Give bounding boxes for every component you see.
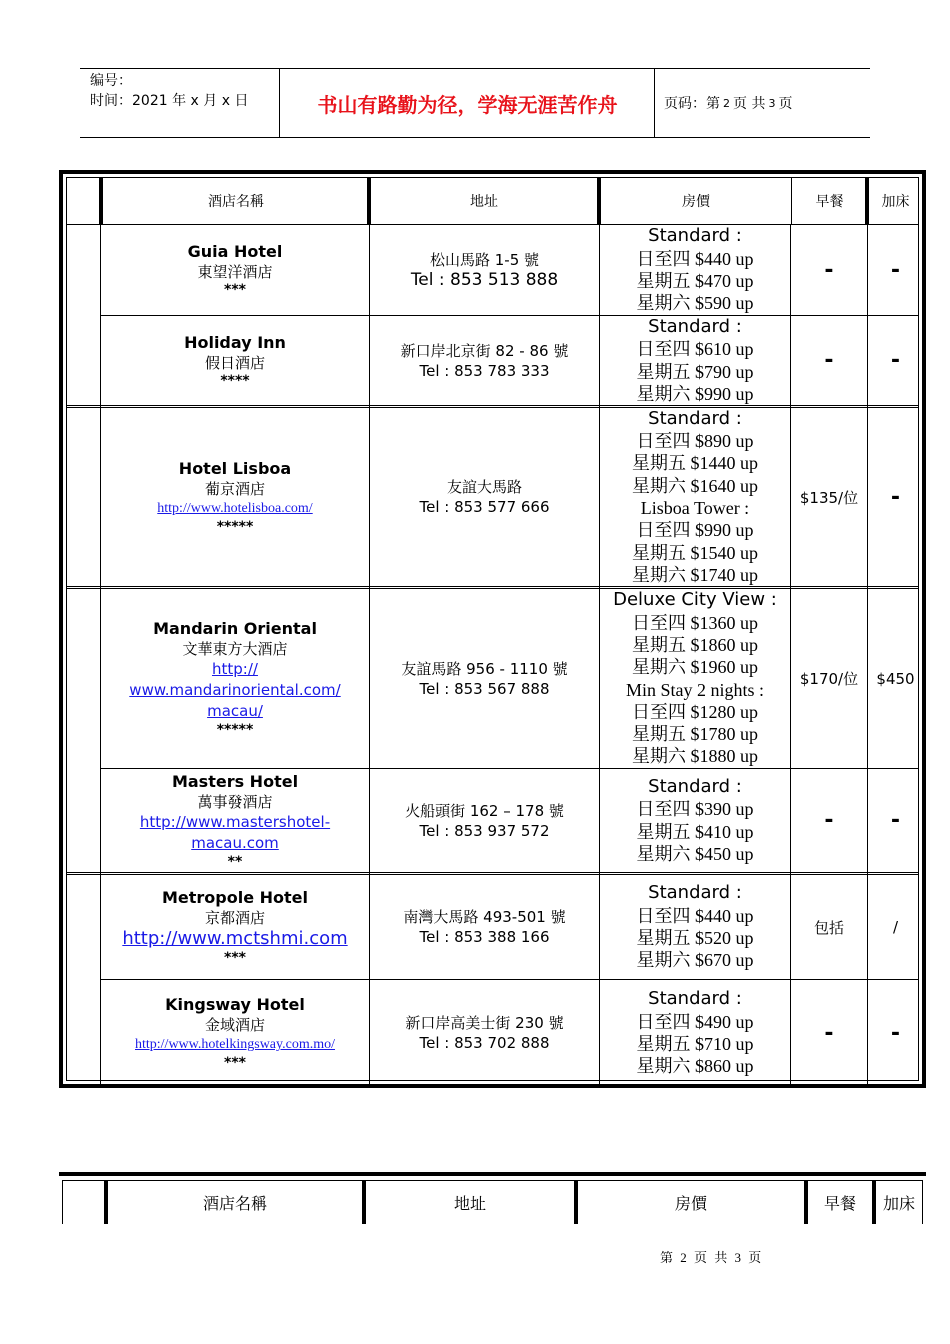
extra-bed-value: - bbox=[890, 484, 901, 510]
hotel-name-en: Holiday Inn bbox=[184, 332, 286, 352]
header-page-number bbox=[655, 69, 870, 137]
table-row-5-address bbox=[370, 769, 599, 872]
price-line: Standard : bbox=[648, 315, 742, 337]
table-row-4-price bbox=[600, 589, 790, 768]
table-row-7-name bbox=[101, 980, 369, 1086]
table-row-4-name bbox=[101, 589, 369, 768]
table-row-6-address bbox=[370, 875, 599, 979]
table-row-2-price bbox=[600, 316, 790, 405]
price-line: 星期六 $1960 up bbox=[632, 657, 758, 678]
hotel-stars: ***** bbox=[216, 722, 254, 738]
price-line: 星期五 $410 up bbox=[636, 821, 754, 842]
price-line: 日至四 $890 up bbox=[636, 431, 754, 452]
price-line: 星期五 $710 up bbox=[636, 1034, 754, 1054]
hotel-name-zh: 金域酒店 bbox=[204, 1016, 265, 1034]
table-row-1-price bbox=[600, 225, 790, 315]
price-line: Deluxe City View : bbox=[613, 589, 777, 611]
hotel-stars: ***** bbox=[216, 519, 254, 535]
table-row-3-name bbox=[101, 408, 369, 586]
price-line: 日至四 $390 up bbox=[636, 799, 754, 820]
page-footer: 第 2 页 共 3 页 bbox=[660, 1250, 764, 1265]
hotel-name-zh: 葡京酒店 bbox=[204, 480, 265, 498]
column-header-price: 房價 bbox=[574, 1181, 804, 1224]
hotel-stars: *** bbox=[224, 950, 246, 966]
hotel-address: 火船頭街 162 – 178 號 bbox=[405, 801, 564, 820]
hotel-website-link[interactable]: www.mandarinoriental.com/ bbox=[129, 681, 341, 699]
table-row-1-name bbox=[101, 225, 369, 315]
column-header-extra-bed: 加床 bbox=[865, 178, 922, 224]
hotel-table-body bbox=[66, 177, 919, 1081]
extra-bed-value: / bbox=[892, 918, 899, 936]
price-line: 日至四 $440 up bbox=[636, 248, 754, 269]
hotel-website-link[interactable]: macau/ bbox=[207, 702, 263, 720]
table-row-7-address bbox=[370, 980, 599, 1086]
hotel-stars: **** bbox=[220, 372, 250, 389]
hotel-website-link[interactable]: http://www.hotelisboa.com/ bbox=[157, 501, 313, 516]
column-header-breakfast: 早餐 bbox=[804, 1181, 872, 1224]
price-line: 星期六 $590 up bbox=[636, 293, 754, 314]
table-row-6-price bbox=[600, 875, 790, 979]
price-line: Standard : bbox=[648, 407, 742, 429]
extra-bed-value: - bbox=[890, 808, 901, 833]
header-meta bbox=[80, 69, 280, 137]
breakfast-value: $135/位 bbox=[799, 488, 859, 507]
price-line: Min Stay 2 nights : bbox=[625, 679, 764, 700]
column-header-extra-bed: 加床 bbox=[872, 1181, 922, 1224]
hotel-stars: ** bbox=[227, 853, 243, 870]
hotel-stars: *** bbox=[224, 1055, 246, 1071]
hotel-stars: *** bbox=[224, 282, 246, 298]
column-header-address: 地址 bbox=[362, 1181, 574, 1224]
hotel-tel: Tel : 853 513 888 bbox=[410, 269, 559, 290]
breakfast-value: $170/位 bbox=[799, 670, 859, 688]
price-line: Standard : bbox=[648, 882, 742, 904]
extra-bed-value: - bbox=[890, 348, 901, 373]
document-number-label: 编号： bbox=[90, 73, 132, 89]
price-line: 星期六 $860 up bbox=[636, 1056, 754, 1077]
hotel-name-en: Kingsway Hotel bbox=[165, 995, 305, 1014]
hotel-address: 新口岸高美士街 230 號 bbox=[405, 1014, 564, 1032]
continued-table-header bbox=[59, 1172, 926, 1224]
price-line: 星期六 $670 up bbox=[636, 950, 754, 971]
price-line: 星期六 $990 up bbox=[636, 383, 754, 404]
breakfast-value: - bbox=[824, 348, 834, 373]
table-row-3-price bbox=[600, 408, 790, 586]
table-row-2-name bbox=[101, 316, 369, 405]
table-row-4-address bbox=[370, 589, 599, 768]
price-line: 星期五 $520 up bbox=[636, 928, 754, 948]
breakfast-value: - bbox=[824, 808, 834, 833]
price-line: 星期六 $1740 up bbox=[632, 564, 758, 585]
table-row-5-price bbox=[600, 769, 790, 872]
table-row-6-name bbox=[101, 875, 369, 979]
extra-bed-value: $450 bbox=[876, 669, 915, 688]
price-line: 星期五 $1540 up bbox=[632, 542, 758, 563]
page-mid: 页 共 bbox=[733, 96, 766, 112]
hotel-tel: Tel : 853 937 572 bbox=[419, 821, 550, 840]
hotel-website-link[interactable]: http://www.mctshmi.com bbox=[122, 928, 348, 949]
price-line: 星期五 $1780 up bbox=[632, 724, 758, 745]
continued-table-header-row bbox=[62, 1180, 923, 1224]
hotel-address: 南灣大馬路 493-501 號 bbox=[403, 908, 566, 926]
page-prefix: 页码：第 bbox=[664, 96, 720, 112]
price-line: 星期六 $1880 up bbox=[632, 746, 758, 767]
column-header-name: 酒店名稱 bbox=[99, 178, 369, 224]
page-header bbox=[80, 68, 870, 138]
hotel-name-zh: 文華東方大酒店 bbox=[182, 640, 288, 658]
price-line: 星期六 $450 up bbox=[636, 843, 754, 864]
column-header-breakfast: 早餐 bbox=[791, 178, 867, 224]
price-line: 日至四 $1360 up bbox=[632, 612, 758, 633]
hotel-website-link[interactable]: http:// bbox=[212, 660, 258, 678]
price-line: Standard : bbox=[648, 775, 742, 797]
breakfast-value: - bbox=[824, 257, 834, 283]
table-row-5-name bbox=[101, 769, 369, 872]
column-header-name: 酒店名稱 bbox=[104, 1181, 362, 1224]
price-line: 星期五 $1440 up bbox=[632, 453, 758, 474]
hotel-name-zh: 假日酒店 bbox=[204, 353, 265, 372]
table-row-7-price bbox=[600, 980, 790, 1086]
extra-bed-value: - bbox=[890, 257, 901, 283]
breakfast-value: - bbox=[824, 1020, 834, 1046]
extra-bed-value: - bbox=[890, 1020, 901, 1046]
price-line: 日至四 $1280 up bbox=[632, 701, 758, 722]
page-total: 3 bbox=[768, 96, 776, 110]
hotel-tel: Tel : 853 567 888 bbox=[419, 679, 550, 698]
table-row-1-address bbox=[370, 225, 599, 315]
hotel-name-en: Guia Hotel bbox=[187, 242, 283, 261]
hotel-name-zh: 萬事發酒店 bbox=[197, 792, 273, 811]
hotel-name-en: Metropole Hotel bbox=[161, 888, 309, 907]
hotel-tel: Tel : 853 783 333 bbox=[419, 361, 550, 380]
document-date: 时间：2021 年 x 月 x 日 bbox=[90, 93, 249, 109]
hotel-name-en: Mandarin Oriental bbox=[153, 619, 317, 638]
price-line: Lisboa Tower : bbox=[640, 498, 750, 518]
hotel-website-link[interactable]: macau.com bbox=[191, 833, 279, 852]
page-suffix: 页 bbox=[778, 96, 793, 112]
price-line: 星期五 $1860 up bbox=[632, 634, 758, 655]
price-line: 日至四 $490 up bbox=[636, 1011, 754, 1032]
header-motto: 书山有路勤为径，学海无涯苦作舟 bbox=[281, 69, 655, 137]
price-line: 星期五 $470 up bbox=[636, 271, 754, 291]
hotel-address: 友誼大馬路 bbox=[446, 478, 522, 496]
price-line: Standard : bbox=[648, 988, 742, 1010]
price-line: 日至四 $610 up bbox=[636, 339, 754, 360]
price-line: 星期五 $790 up bbox=[636, 361, 754, 382]
hotel-address: 松山馬路 1-5 號 bbox=[429, 250, 540, 269]
hotel-table bbox=[59, 170, 926, 1088]
hotel-name-zh: 京都酒店 bbox=[204, 909, 265, 927]
price-line: Standard : bbox=[648, 225, 742, 247]
price-line: 日至四 $990 up bbox=[636, 520, 754, 541]
price-line: 星期六 $1640 up bbox=[632, 475, 758, 496]
hotel-website-link[interactable]: http://www.hotelkingsway.com.mo/ bbox=[135, 1037, 335, 1052]
hotel-tel: Tel : 853 388 166 bbox=[419, 928, 550, 946]
hotel-tel: Tel : 853 702 888 bbox=[419, 1034, 550, 1052]
column-header-address: 地址 bbox=[367, 178, 597, 224]
table-row-2-address bbox=[370, 316, 599, 405]
hotel-address: 新口岸北京街 82 - 86 號 bbox=[400, 341, 569, 360]
hotel-name-en: Hotel Lisboa bbox=[178, 459, 292, 478]
hotel-name-en: Masters Hotel bbox=[171, 771, 299, 791]
hotel-website-link[interactable]: http://www.mastershotel- bbox=[139, 812, 331, 831]
table-row-3-address bbox=[370, 408, 599, 586]
page-current: 2 bbox=[723, 96, 730, 110]
breakfast-value: 包括 bbox=[813, 918, 844, 937]
table-header-row bbox=[67, 178, 918, 225]
column-header-price: 房價 bbox=[597, 178, 791, 224]
hotel-tel: Tel : 853 577 666 bbox=[419, 498, 550, 516]
hotel-name-zh: 東望洋酒店 bbox=[197, 263, 273, 281]
hotel-address: 友誼馬路 956 - 1110 號 bbox=[401, 659, 568, 678]
price-line: 日至四 $440 up bbox=[636, 905, 754, 926]
